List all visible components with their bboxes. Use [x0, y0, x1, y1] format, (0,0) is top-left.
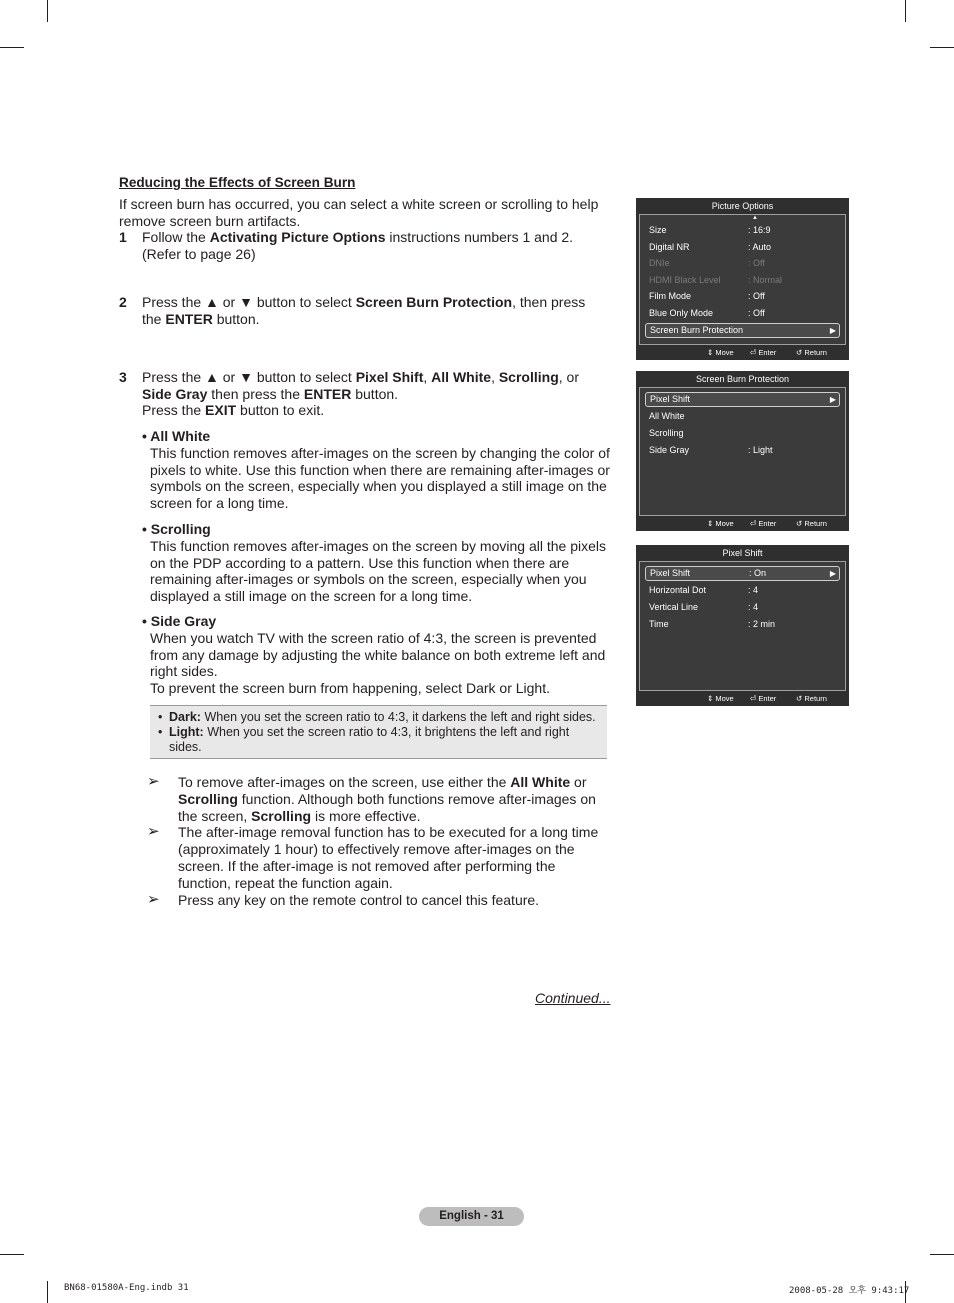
page-number-badge: English - 31	[419, 1207, 524, 1226]
move-hint: ⇕ Move	[707, 694, 734, 703]
move-hint: ⇕ Move	[707, 348, 734, 357]
osd-title: Pixel Shift	[722, 548, 763, 558]
step-text: Press the ▲ or ▼ button to select Pixel Shift, All White, Scrolling, or Side Gray then press the ENTER button. Press the EXIT button to exit.	[142, 369, 579, 418]
step-3	[119, 369, 607, 419]
osd-item-label: All White	[649, 411, 685, 421]
enter-hint: ⏎ Enter	[750, 694, 777, 703]
osd-item-label: Side Gray	[649, 445, 690, 455]
return-hint: ↺ Return	[796, 348, 827, 357]
osd-item-label: Size	[649, 225, 667, 235]
step-number: 2	[119, 294, 127, 310]
play-arrow-icon: ▶	[829, 569, 836, 578]
osd-item-label: HDMI Black Level	[649, 275, 721, 285]
osd-item-blue-only-mode[interactable]	[645, 306, 840, 320]
bullet-title: • Scrolling	[142, 521, 211, 537]
osd-item-label: DNIe	[649, 258, 670, 268]
tips-list	[145, 774, 607, 908]
osd-item-all-white[interactable]	[645, 409, 840, 423]
bullet-dot: •	[158, 725, 163, 739]
bullet-title: • Side Gray	[142, 613, 217, 629]
bullet-title: • All White	[142, 428, 211, 444]
osd-item-label: Blue Only Mode	[649, 308, 714, 318]
osd-item-label: Digital NR	[649, 242, 690, 252]
return-hint: ↺ Return	[796, 694, 827, 703]
osd-title: Screen Burn Protection	[695, 374, 790, 384]
tip-item	[145, 774, 607, 824]
osd-item-time[interactable]	[645, 617, 840, 631]
bullet-body: This function removes after-images on the screen by changing the color of pixels to white. Use this function when there are remaining after-images or symbols on the screen, especially when you displayed a still image on the screen for a long time.	[150, 444, 610, 512]
osd-item-value: : Off	[748, 291, 765, 301]
play-arrow-icon: ▶	[829, 395, 836, 404]
arrow-icon: ➢	[147, 890, 160, 908]
tip-item	[145, 824, 607, 891]
osd-item-pixel-shift[interactable]	[645, 566, 840, 581]
note-box	[150, 705, 607, 759]
bullet-body: When you watch TV with the screen ratio of 4:3, the screen is prevented from any damage by adjusting the white balance on both extreme left and right sides.	[150, 629, 606, 680]
continued-link: Continued...	[535, 990, 611, 1006]
step-2	[119, 294, 607, 327]
osd-panel	[639, 387, 846, 516]
bullet-dot: •	[158, 710, 163, 724]
osd-item-film-mode[interactable]	[645, 289, 840, 303]
bullet-body-extra: To prevent the screen burn from happening, select Dark or Light.	[150, 680, 550, 697]
tip-text: Press any key on the remote control to cancel this feature.	[178, 891, 540, 908]
step-number: 3	[119, 369, 127, 385]
step-text: Press the ▲ or ▼ button to select Screen Burn Protection, then press the ENTER button.	[142, 294, 586, 327]
tip-item	[145, 892, 607, 909]
osd-item-label: Pixel Shift	[650, 568, 691, 578]
enter-hint: ⏎ Enter	[750, 519, 777, 528]
osd-item-value: : 16:9	[748, 225, 771, 235]
osd-item-value: : Light	[748, 445, 773, 455]
tip-text: To remove after-images on the screen, use either the All White or Scrolling function. Although both functions remove after-images on the screen, Scrolling is more effective.	[178, 774, 596, 824]
osd-item-dnie	[645, 256, 840, 270]
osd-item-value: : On	[749, 568, 767, 578]
footer-date: 2008-05-28 오후 9:43:17	[789, 1286, 910, 1296]
scroll-up-icon[interactable]: ▲	[752, 215, 758, 221]
step-text: Follow the Activating Picture Options instructions numbers 1 and 2. (Refer to page 26)	[142, 229, 574, 262]
osd-navbar	[636, 692, 849, 705]
arrow-icon: ➢	[147, 773, 160, 790]
crop-mark	[930, 1254, 954, 1255]
osd-screen-burn-protection	[636, 371, 849, 531]
osd-title: Picture Options	[711, 201, 774, 211]
bullet-all-white	[142, 428, 610, 512]
bullet-body: This function removes after-images on the screen by moving all the pixels on the PDP according to a pattern. Use this function when there are remaining after-images or symbols on the screen, especially when you displayed a still image on the screen for a long time.	[150, 537, 606, 605]
osd-pixel-shift	[636, 545, 849, 706]
note-light	[158, 725, 599, 755]
osd-item-side-gray[interactable]	[645, 443, 840, 457]
osd-navbar	[636, 517, 849, 530]
osd-panel	[639, 561, 846, 691]
intro-paragraph: If screen burn has occurred, you can select a white screen or scrolling to help remove screen burn artifacts.	[119, 196, 599, 229]
enter-hint: ⏎ Enter	[750, 348, 777, 357]
osd-item-label: Scrolling	[649, 428, 684, 438]
tip-text: The after-image removal function has to be executed for a long time (approximately 1 hour) to effectively remove after-images on the screen. If the after-image is not removed after performing the function, repeat the function again.	[178, 824, 599, 891]
osd-item-horizontal-dot[interactable]	[645, 583, 840, 597]
step-1	[119, 229, 607, 262]
osd-picture-options	[636, 198, 849, 360]
osd-item-value: : Off	[748, 308, 765, 318]
arrow-icon: ➢	[147, 823, 160, 841]
osd-item-value: : Off	[748, 258, 765, 268]
osd-item-label: Screen Burn Protection	[650, 325, 744, 335]
crop-mark	[930, 47, 954, 48]
note-label: Dark:	[169, 710, 201, 724]
section-heading: Reducing the Effects of Screen Burn	[119, 175, 356, 190]
play-arrow-icon: ▶	[829, 326, 836, 335]
note-text: When you set the screen ratio to 4:3, it darkens the left and right sides.	[200, 710, 596, 724]
osd-item-digital-nr[interactable]	[645, 240, 840, 254]
return-hint: ↺ Return	[796, 519, 827, 528]
osd-item-value: : Normal	[748, 275, 783, 285]
osd-item-scrolling[interactable]	[645, 426, 840, 440]
osd-item-value: : 2 min	[748, 619, 776, 629]
crop-mark	[47, 0, 48, 22]
osd-item-screen-burn-protection[interactable]	[645, 323, 840, 338]
crop-mark	[905, 0, 906, 22]
step-number: 1	[119, 229, 127, 245]
osd-item-value: : 4	[748, 602, 759, 612]
osd-item-label: Vertical Line	[649, 602, 699, 612]
osd-item-value: : 4	[748, 585, 759, 595]
osd-item-label: Horizontal Dot	[649, 585, 707, 595]
osd-item-size[interactable]	[645, 223, 840, 237]
osd-item-value: : Auto	[748, 242, 772, 252]
note-dark	[158, 710, 599, 725]
osd-item-pixel-shift[interactable]	[645, 392, 840, 407]
osd-navbar	[636, 346, 849, 359]
move-hint: ⇕ Move	[707, 519, 734, 528]
osd-panel	[639, 214, 846, 345]
osd-item-vertical-line[interactable]	[645, 600, 840, 614]
bullet-side-gray	[142, 613, 610, 697]
bullet-scrolling	[142, 521, 610, 605]
note-label: Light:	[169, 725, 204, 739]
crop-mark	[0, 47, 24, 48]
note-text: When you set the screen ratio to 4:3, it brightens the left and right sides.	[169, 725, 570, 754]
footer-file: BN68-01580A-Eng.indb 31	[64, 1283, 189, 1293]
osd-item-label: Film Mode	[649, 291, 692, 301]
crop-mark	[47, 1281, 48, 1303]
crop-mark	[0, 1254, 24, 1255]
osd-item-label: Pixel Shift	[650, 394, 691, 404]
osd-item-label: Time	[649, 619, 669, 629]
osd-item-hdmi-black-level	[645, 273, 840, 287]
